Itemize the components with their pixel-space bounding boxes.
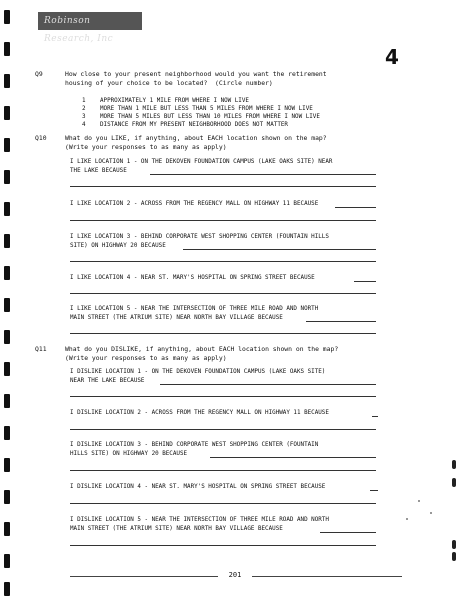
footer-rule-right bbox=[252, 576, 402, 577]
q10-location-3-text: I LIKE LOCATION 3 - BEHIND CORPORATE WEST SHOPPING CENTER (FOUNTAIN HILLS bbox=[70, 234, 329, 240]
q11-location-3-answer-line[interactable] bbox=[210, 457, 376, 458]
q10-location-5-text: MAIN STREET (THE ATRIUM SITE) NEAR NORTH BAY VILLAGE BECAUSE bbox=[70, 315, 283, 321]
q11-location-1-answer-line[interactable] bbox=[70, 396, 376, 397]
footer-rule-left bbox=[70, 576, 218, 577]
q9-option-label: MORE THAN 1 MILE BUT LESS THAN 5 MILES FROM WHERE I NOW LIVE bbox=[100, 106, 313, 112]
q11-location-2-answer-line[interactable] bbox=[372, 416, 378, 417]
q11-location-3-text: I DISLIKE LOCATION 3 - BEHIND CORPORATE WEST SHOPPING CENTER (FOUNTAIN bbox=[70, 442, 319, 448]
q11-location-5-text: I DISLIKE LOCATION 5 - NEAR THE INTERSECTION OF THREE MILE ROAD AND NORTH bbox=[70, 517, 329, 523]
q10-text-line1: What do you LIKE, if anything, about EACH location shown on the map? bbox=[65, 134, 327, 142]
q10-location-2-answer-line[interactable] bbox=[335, 207, 376, 208]
company-logo: Robinson Research, Inc bbox=[38, 12, 142, 30]
right-edge-marks bbox=[452, 0, 458, 600]
q10-location-1-answer-line[interactable] bbox=[70, 186, 376, 187]
page-marker: 4 bbox=[385, 45, 399, 69]
q10-location-3-answer-line[interactable] bbox=[70, 261, 376, 262]
q9-text-line2: housing of your choice to be located? (Circle number) bbox=[65, 79, 273, 87]
q10-location-1-text: THE LAKE BECAUSE bbox=[70, 168, 127, 174]
q11-location-5-text: MAIN STREET (THE ATRIUM SITE) NEAR NORTH BAY VILLAGE BECAUSE bbox=[70, 526, 283, 532]
q10-location-4-text: I LIKE LOCATION 4 - NEAR ST. MARY'S HOSPITAL ON SPRING STREET BECAUSE bbox=[70, 275, 315, 281]
q9-text-line1: How close to your present neighborhood would you want the retirement bbox=[65, 70, 327, 78]
q11-location-3-text: HILLS SITE) ON HIGHWAY 20 BECAUSE bbox=[70, 451, 188, 457]
q10-location-1-answer-line[interactable] bbox=[150, 174, 376, 175]
q9-option-num: 3 bbox=[82, 114, 86, 120]
q10-number: Q10 bbox=[35, 134, 47, 142]
q10-location-5-text: I LIKE LOCATION 5 - NEAR THE INTERSECTION OF THREE MILE ROAD AND NORTH bbox=[70, 306, 319, 312]
q11-location-1-text: I DISLIKE LOCATION 1 - ON THE DEKOVEN FOUNDATION CAMPUS (LAKE OAKS SITE) bbox=[70, 369, 326, 375]
q9-option-num: 4 bbox=[82, 122, 86, 128]
q11-location-3-answer-line[interactable] bbox=[70, 470, 376, 471]
q11-number: Q11 bbox=[35, 345, 47, 353]
scan-speck bbox=[406, 518, 408, 520]
q11-location-4-answer-line[interactable] bbox=[70, 503, 376, 504]
q11-location-1-text: NEAR THE LAKE BECAUSE bbox=[70, 378, 145, 384]
q10-location-3-answer-line[interactable] bbox=[183, 249, 376, 250]
q10-location-2-answer-line[interactable] bbox=[70, 220, 376, 221]
q10-location-3-text: SITE) ON HIGHWAY 20 BECAUSE bbox=[70, 243, 166, 249]
q9-option-label: DISTANCE FROM MY PRESENT NEIGHBORHOOD DOES NOT MATTER bbox=[100, 122, 288, 128]
q11-location-2-answer-line[interactable] bbox=[70, 429, 376, 430]
q9-option-num: 1 bbox=[82, 98, 86, 104]
q11-location-5-answer-line[interactable] bbox=[70, 545, 376, 546]
q11-text-line1: What do you DISLIKE, if anything, about EACH location shown on the map? bbox=[65, 345, 339, 353]
q11-text-line2: (Write your responses to as many as apply) bbox=[65, 354, 227, 362]
q10-location-2-text: I LIKE LOCATION 2 - ACROSS FROM THE REGENCY MALL ON HIGHWAY 11 BECAUSE bbox=[70, 201, 319, 207]
q9-option-num: 2 bbox=[82, 106, 86, 112]
q10-location-1-text: I LIKE LOCATION 1 - ON THE DEKOVEN FOUNDATION CAMPUS (LAKE OAKS SITE) NEAR bbox=[70, 159, 333, 165]
page-number: 201 bbox=[220, 571, 250, 579]
q10-location-4-answer-line[interactable] bbox=[354, 281, 376, 282]
q11-location-2-text: I DISLIKE LOCATION 2 - ACROSS FROM THE REGENCY MALL ON HIGHWAY 11 BECAUSE bbox=[70, 410, 329, 416]
q11-location-4-answer-line[interactable] bbox=[370, 490, 378, 491]
scan-speck bbox=[418, 500, 420, 502]
q9-number: Q9 bbox=[35, 70, 43, 78]
q11-location-4-text: I DISLIKE LOCATION 4 - NEAR ST. MARY'S HOSPITAL ON SPRING STREET BECAUSE bbox=[70, 484, 326, 490]
q9-option-label: MORE THAN 5 MILES BUT LESS THAN 10 MILES FROM WHERE I NOW LIVE bbox=[100, 114, 320, 120]
q10-location-5-answer-line[interactable] bbox=[306, 321, 376, 322]
q11-location-5-answer-line[interactable] bbox=[320, 532, 376, 533]
binder-holes bbox=[4, 0, 12, 600]
q10-location-5-answer-line[interactable] bbox=[70, 333, 376, 334]
q10-location-4-answer-line[interactable] bbox=[70, 293, 376, 294]
q11-location-1-answer-line[interactable] bbox=[160, 384, 376, 385]
scan-speck bbox=[430, 512, 432, 514]
q10-text-line2: (Write your responses to as many as apply) bbox=[65, 143, 227, 151]
q9-option-label: APPROXIMATELY 1 MILE FROM WHERE I NOW LIVE bbox=[100, 98, 249, 104]
